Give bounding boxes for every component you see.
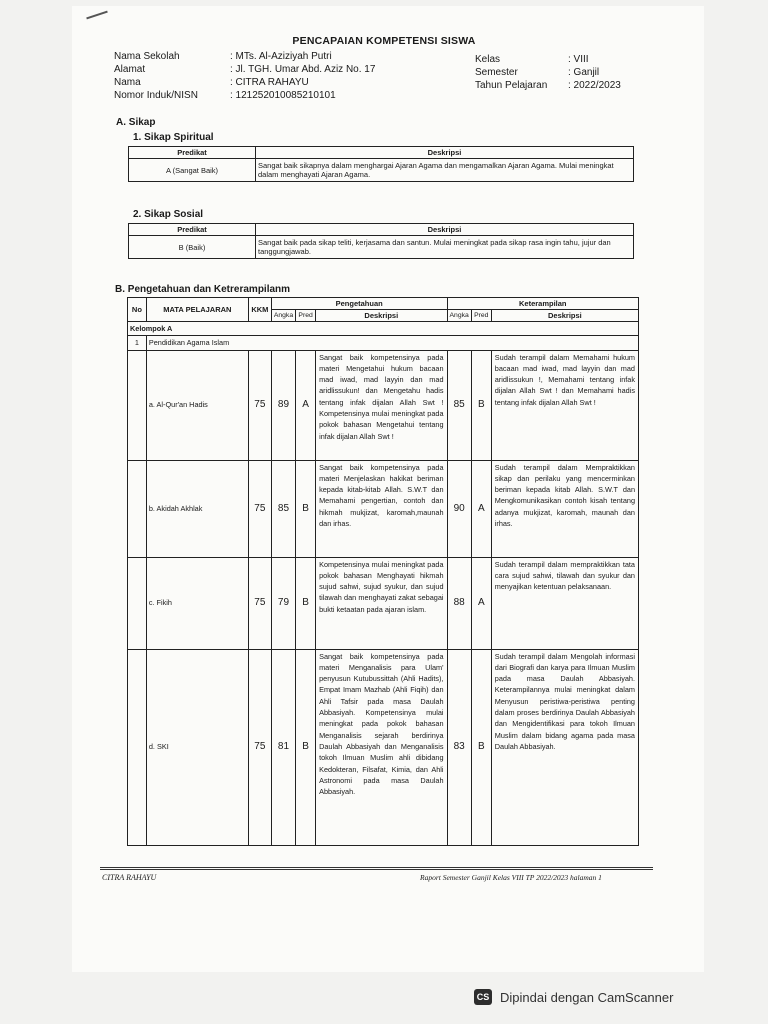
- label-alamat: Alamat: [114, 64, 146, 75]
- col-deskripsi: Deskripsi: [256, 224, 634, 236]
- col-predikat: Predikat: [129, 224, 256, 236]
- header-values-left: [230, 50, 375, 102]
- value-kelas: : VIII: [568, 54, 589, 65]
- p-deskripsi-value: Sangat baik kompetensinya pada materi Mengetahui hukum bacaan mad iwad, mad layyin dan mad aridlissukun! dan Mengetahu hadis tentang infak dijalan Allah Swt ! Kompetensinya mulai meningkat pada pokok bahasan Mengetahui tentang infak dijalan Allah Swt !: [316, 350, 447, 460]
- col-no: No: [128, 298, 147, 322]
- camscanner-text: Dipindai dengan CamScanner: [500, 989, 674, 1005]
- p-angka-value: 81: [271, 649, 295, 845]
- label-semester: Semester: [475, 67, 518, 78]
- label-nama: Nama: [114, 77, 141, 88]
- kelompok-a-row: Kelompok A: [128, 322, 639, 336]
- k-angka-value: 88: [447, 557, 471, 649]
- label-nomor-induk: Nomor Induk/NISN: [114, 90, 198, 101]
- deskripsi-value: Sangat baik pada sikap teliti, kerjasama dan santun. Mulai meningkat pada sikap rasa ingin tahu, jujur dan tanggungjawab.: [256, 236, 634, 259]
- col-k-deskripsi: Deskripsi: [491, 310, 638, 322]
- section-a-title: A. Sikap: [116, 117, 156, 128]
- page-title: PENCAPAIAN KOMPETENSI SISWA: [292, 35, 476, 47]
- kkm-value: 75: [248, 460, 271, 557]
- value-alamat: : Jl. TGH. Umar Abd. Aziz No. 17: [230, 64, 376, 75]
- value-nama: : CITRA RAHAYU: [230, 77, 309, 88]
- sikap-sosial-title: 2. Sikap Sosial: [133, 209, 204, 220]
- predikat-value: A (Sangat Baik): [129, 159, 256, 182]
- label-tahun-pelajaran: Tahun Pelajaran: [475, 80, 548, 91]
- kkm-value: 75: [248, 350, 271, 460]
- col-pengetahuan: Pengetahuan: [271, 298, 447, 310]
- p-pred-value: B: [296, 557, 316, 649]
- footer-page-info: Raport Semester Ganjil Kelas VIII TP 2022/2023 halaman 1: [420, 873, 602, 882]
- sikap-spiritual-table: [128, 146, 634, 182]
- camscanner-icon: CS: [474, 989, 492, 1005]
- predikat-value: B (Baik): [129, 236, 256, 259]
- col-kkm: KKM: [248, 298, 271, 322]
- k-deskripsi-value: Sudah terampil dalam mempraktikkan tata cara sujud sahwi, tilawah dan syukur dan menyajikan ketentuan pelaksanaan.: [491, 557, 638, 649]
- table-row: [128, 350, 639, 460]
- p-deskripsi-value: Sangat baik kompetensinya pada materi Menjelaskan hakikat beriman kepada kitab-kitab Allah. S.W.T dan Memahami pengertian, contoh dan hikmah mukjizat, karomah,maunah dan irhas.: [316, 460, 447, 557]
- value-semester: : Ganjil: [568, 67, 600, 78]
- p-pred-value: A: [296, 350, 316, 460]
- deskripsi-value: Sangat baik sikapnya dalam menghargai Ajaran Agama dan mengamalkan Ajaran Agama. Mulai meningkat dalam menghayati Ajaran Agama.: [256, 159, 634, 182]
- label-kelas: Kelas: [475, 54, 501, 65]
- sikap-sosial-table: [128, 223, 634, 259]
- header-labels-left: [114, 50, 198, 102]
- col-p-deskripsi: Deskripsi: [316, 310, 447, 322]
- p-deskripsi-value: Sangat baik kompetensinya pada materi Menganalisis para Ulam' penyusun Kutubussittah (Ahli Hadits), Empat Imam Mazhab (Ahli Fiqih) dan Ahli Tafsir pada masa Daulah Abbasiyah. Kompetensinya mulai meningkat pada pokok bahasan Menganalisis sejarah berdirinya Daulah Abbasiyah dan Menganalisis tokoh Ilmuan Muslim ahli dibidang Kedokteran, Filsafat, Kimia, dan Ahli Astronomi pada masa Daulah Abbasiyah.: [316, 649, 447, 845]
- kkm-value: 75: [248, 649, 271, 845]
- group-no: 1: [128, 336, 147, 350]
- value-nomor-induk: : 121252010085210101: [230, 90, 336, 101]
- k-angka-value: 90: [447, 460, 471, 557]
- k-deskripsi-value: Sudah terampil dalam Mempraktikkan sikap dan perilaku yang mencerminkan beriman kepada kitab Allah. S.W.T dan Mengkomunikasikan contoh kisah tentang adanya mukjizat, karomah, maunah dan irhas.: [491, 460, 638, 557]
- row-no: [128, 557, 147, 649]
- p-pred-value: B: [296, 460, 316, 557]
- header-labels-right: [475, 53, 547, 92]
- p-angka-value: 85: [271, 460, 295, 557]
- col-p-pred: Pred: [296, 310, 316, 322]
- col-deskripsi: Deskripsi: [256, 147, 634, 159]
- footer-rule: [100, 867, 653, 868]
- mapel-name: a. Al-Qur'an Hadis: [146, 350, 248, 460]
- k-deskripsi-value: Sudah terampil dalam Mengolah informasi dari Biografi dan karya para Ilmuan Muslim pada masa Daulah Abbasiyah. Keterampilannya mulai meningkat dalam Menyusun peristiwa-peristiwa penting dalam proses berdirinya Daulah Abbasiyah dan Mengidentifikasi para tokoh Ilmuan Muslim dalam bidang agama pada masa Daulah Abbasiyah.: [491, 649, 638, 845]
- table-row: [128, 460, 639, 557]
- k-pred-value: A: [471, 557, 491, 649]
- row-no: [128, 460, 147, 557]
- group-name: Pendidikan Agama Islam: [146, 336, 638, 350]
- sikap-spiritual-title: 1. Sikap Spiritual: [133, 132, 214, 143]
- value-nama-sekolah: : MTs. Al-Aziziyah Putri: [230, 51, 332, 62]
- col-keterampilan: Keterampilan: [447, 298, 638, 310]
- p-angka-value: 79: [271, 557, 295, 649]
- p-pred-value: B: [296, 649, 316, 845]
- col-mata-pelajaran: MATA PELAJARAN: [146, 298, 248, 322]
- k-deskripsi-value: Sudah terampil dalam Memahami hukum bacaan mad iwad, mad layyin dan mad aridlissukun !, Memahami tentang infak dijalan Allah Swt ! dan Memahami hadis tentang infak dijalan Allah Swt !: [491, 350, 638, 460]
- kkm-value: 75: [248, 557, 271, 649]
- k-pred-value: B: [471, 649, 491, 845]
- p-deskripsi-value: Kompetensinya mulai meningkat pada pokok bahasan Menghayati hikmah sujud sahwi, sujud syukur, dan sujud tilawah dan menghayati zakat sebagai bukti ketaatan pada ajaran islam.: [316, 557, 447, 649]
- section-b-title: B. Pengetahuan dan Ketrerampilanm: [115, 284, 291, 295]
- table-row: [128, 649, 639, 845]
- col-p-angka: Angka: [271, 310, 295, 322]
- k-pred-value: A: [471, 460, 491, 557]
- footer-rule: [100, 869, 653, 870]
- col-k-pred: Pred: [471, 310, 491, 322]
- mapel-name: b. Akidah Akhlak: [146, 460, 248, 557]
- value-tahun-pelajaran: : 2022/2023: [568, 80, 621, 91]
- label-nama-sekolah: Nama Sekolah: [114, 51, 180, 62]
- p-angka-value: 89: [271, 350, 295, 460]
- table-row: [128, 557, 639, 649]
- camscanner-watermark: [474, 986, 750, 1008]
- header-values-right: [568, 53, 621, 92]
- row-no: [128, 350, 147, 460]
- col-k-angka: Angka: [447, 310, 471, 322]
- row-no: [128, 649, 147, 845]
- mapel-name: d. SKI: [146, 649, 248, 845]
- footer-student-name: CITRA RAHAYU: [102, 873, 157, 882]
- k-angka-value: 85: [447, 350, 471, 460]
- k-pred-value: B: [471, 350, 491, 460]
- mapel-name: c. Fikih: [146, 557, 248, 649]
- col-predikat: Predikat: [129, 147, 256, 159]
- nilai-table: [127, 297, 639, 846]
- k-angka-value: 83: [447, 649, 471, 845]
